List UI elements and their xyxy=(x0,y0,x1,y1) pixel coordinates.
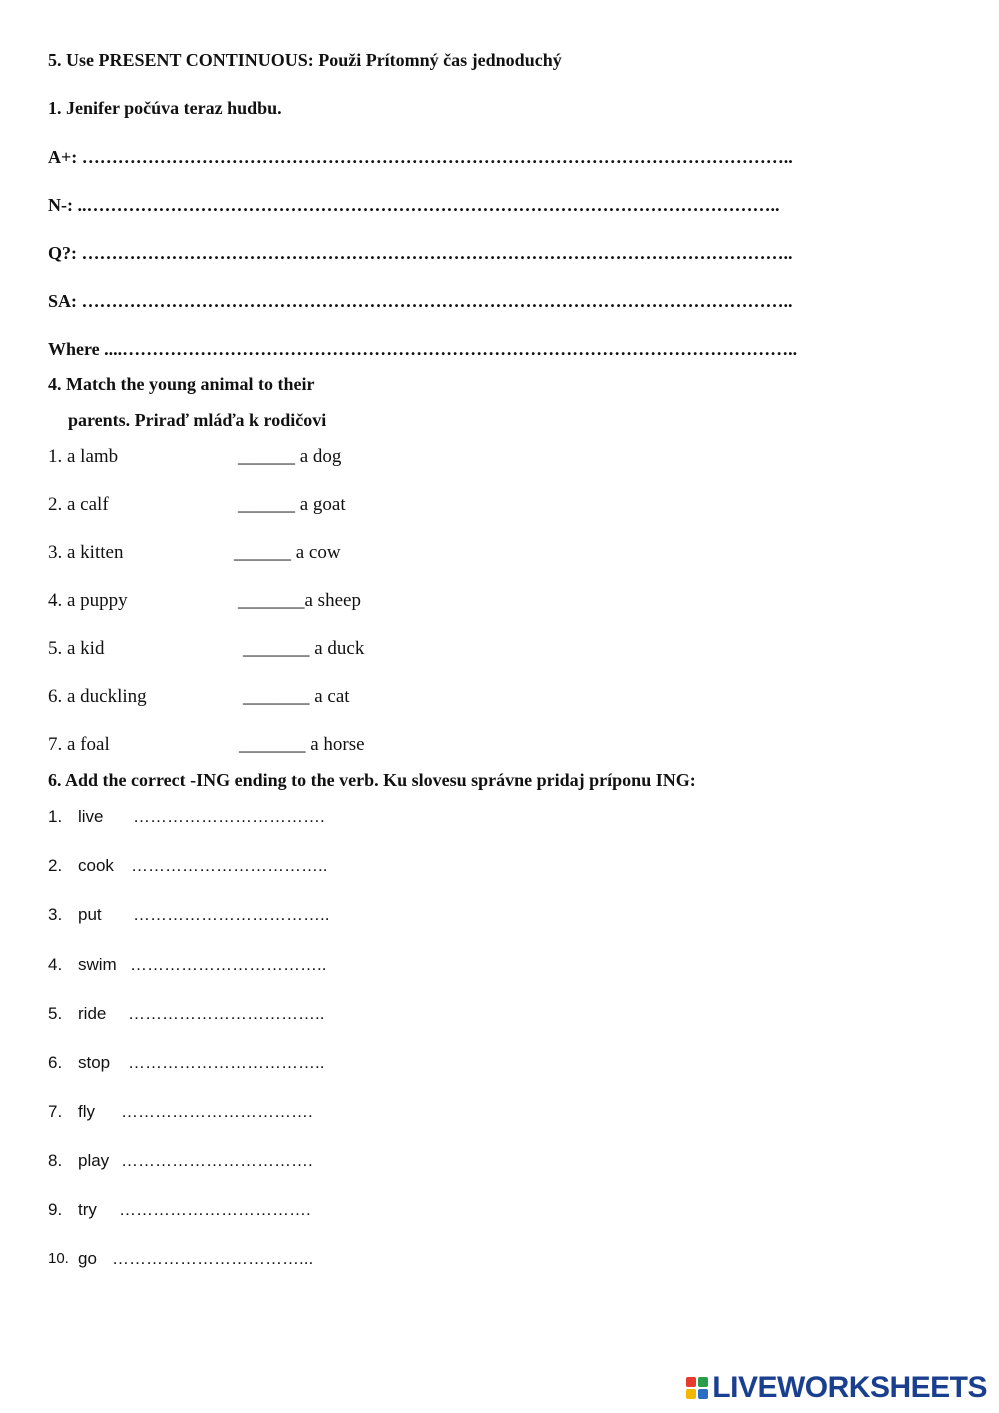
match-parent-5[interactable]: _______ a duck xyxy=(243,638,365,659)
ing-item-verb: stop xyxy=(78,1053,111,1072)
match-parent-7[interactable]: _______ a horse xyxy=(239,734,365,755)
ing-item-verb: swim xyxy=(78,955,117,974)
match-young-3: 3. a kitten xyxy=(48,542,124,563)
section5-sentence: 1. Jenifer počúva teraz hudbu. xyxy=(48,98,282,118)
match-young-5: 5. a kid xyxy=(48,638,105,659)
match-parent-3[interactable]: ______ a cow xyxy=(234,542,341,563)
match-young-4: 4. a puppy xyxy=(48,590,128,611)
ing-item-verb: ride xyxy=(78,1004,107,1023)
section6-title-rest: . Ku slovesu správne pridaj príponu ING: xyxy=(374,770,696,790)
match-parent-4[interactable]: _______a sheep xyxy=(238,590,361,611)
answer-line-negative[interactable]: N-: ..…………………………………………………………………………………………………….. xyxy=(48,195,780,215)
match-young-7: 7. a foal xyxy=(48,734,110,755)
logo-square-green xyxy=(698,1377,708,1387)
section5-title: 5. Use PRESENT CONTINUOUS: Použi Prítomný čas jednoduchý xyxy=(48,50,562,70)
ing-item-verb: play xyxy=(78,1151,110,1170)
ing-item-answer[interactable]: ……………………………... xyxy=(112,1249,314,1268)
match-parent-2[interactable]: ______ a goat xyxy=(238,494,346,515)
logo-square-blue xyxy=(698,1389,708,1399)
match-parent-6[interactable]: _______ a cat xyxy=(243,686,350,707)
ing-item-number: 9. xyxy=(48,1200,63,1219)
ing-item-verb: live xyxy=(78,807,104,826)
match-young-6: 6. a duckling xyxy=(48,686,147,707)
ing-item-number: 1. xyxy=(48,807,63,826)
section6-title-main: 6. Add the correct -ING ending to the verb xyxy=(48,770,375,790)
answer-line-affirmative[interactable]: A+: ……………………………………………………………………………………………………….. xyxy=(48,147,793,167)
ing-item-number: 6. xyxy=(48,1053,63,1072)
ing-item-answer[interactable]: ……………………………. xyxy=(121,1102,313,1121)
match-parent-1[interactable]: ______ a dog xyxy=(238,446,342,467)
liveworksheets-logo-icon xyxy=(686,1377,708,1399)
ing-item-answer[interactable]: …………………………….. xyxy=(128,1053,325,1072)
section4-title-line2: parents. Priraď mláďa k rodičovi xyxy=(68,410,327,430)
ing-item-verb: go xyxy=(78,1249,97,1268)
match-young-1: 1. a lamb xyxy=(48,446,119,467)
ing-item-answer[interactable]: …………………………….. xyxy=(128,1004,325,1023)
ing-item-answer[interactable]: …………………………….. xyxy=(133,905,330,924)
ing-item-number: 7. xyxy=(48,1102,63,1121)
answer-line-where[interactable]: Where ....………………………………………………………………………………………………….. xyxy=(48,339,798,359)
liveworksheets-logo-text: LIVEWORKSHEETS xyxy=(712,1371,987,1404)
section6-title xyxy=(48,770,696,791)
liveworksheets-logo xyxy=(686,1372,987,1404)
ing-item-answer[interactable]: …………………………….. xyxy=(131,856,328,875)
logo-square-yellow xyxy=(686,1389,696,1399)
section4-title-line1: 4. Match the young animal to their xyxy=(48,374,315,394)
ing-item-number: 5. xyxy=(48,1004,63,1023)
ing-item-number: 3. xyxy=(48,905,63,924)
ing-item-answer[interactable]: ……………………………. xyxy=(133,807,325,826)
ing-item-number: 8. xyxy=(48,1151,63,1170)
ing-item-answer[interactable]: ……………………………. xyxy=(119,1200,311,1219)
ing-item-verb: try xyxy=(78,1200,97,1219)
logo-square-red xyxy=(686,1377,696,1387)
match-young-2: 2. a calf xyxy=(48,494,109,515)
ing-item-number: 4. xyxy=(48,955,63,974)
ing-item-verb: fly xyxy=(78,1102,95,1121)
ing-item-answer[interactable]: …………………………….. xyxy=(130,955,327,974)
answer-line-short-answer[interactable]: SA: ……………………………………………………………………………………………………….. xyxy=(48,291,793,311)
ing-item-number: 10. xyxy=(48,1250,69,1267)
ing-item-number: 2. xyxy=(48,856,63,875)
ing-item-verb: cook xyxy=(78,856,114,875)
ing-item-answer[interactable]: ……………………………. xyxy=(121,1151,313,1170)
ing-item-verb: put xyxy=(78,905,102,924)
answer-line-question[interactable]: Q?: ……………………………………………………………………………………………………….. xyxy=(48,243,793,263)
